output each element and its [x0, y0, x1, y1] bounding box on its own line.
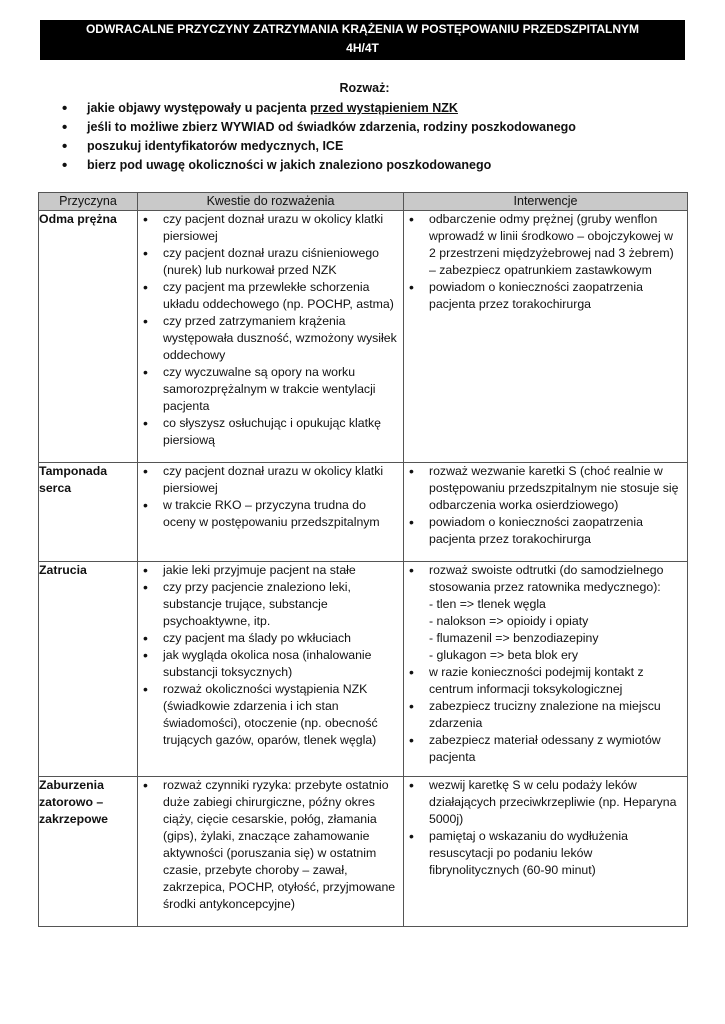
list-item: • jakie leki przyjmuje pacjent na stałe [138, 562, 403, 579]
table-row [39, 777, 688, 927]
interventions-cell [404, 463, 688, 562]
antidote-item: - glukagon => beta blok ery [429, 648, 579, 662]
list-item: • jak wygląda okolica nosa (inhalowanie substancji toksycznych) [138, 647, 403, 681]
list-item: • czy przy pacjencie znaleziono leki, substancje trujące, substancje psychoaktywne, itp. [138, 579, 403, 630]
consider-item-text: jakie objawy występowały u pacjenta [87, 101, 310, 115]
list-item: • rozważ okoliczności wystąpienia NZK (świadkowie zdarzenia i ich stan świadomości), otoczenie (np. obecność trujących gazów, oparów, tlenek węgla) [138, 681, 403, 749]
header-interventions: Interwencje [404, 193, 688, 211]
table-row [39, 562, 688, 777]
issues-cell [138, 463, 404, 562]
list-item: • rozważ swoiste odtrutki (do samodzielnego stosowania przez ratownika medycznego): [404, 562, 687, 596]
causes-table [38, 192, 688, 927]
cause-cell: Tamponada serca [39, 463, 138, 562]
consider-item-text: bierz pod uwagę okoliczności w jakich znaleziono poszkodowanego [87, 158, 492, 172]
consider-list [40, 99, 685, 175]
cause-cell: Zaburzenia zatorowo – zakrzepowe [39, 777, 138, 927]
list-item: • odbarczenie odmy prężnej (gruby wenflon wprowadź w linii środkowo – obojczykowej w 2 przestrzeni międzyżebrowej nad 3 żebrem) – zabezpiecz opatrunkiem zastawkowym [404, 211, 687, 279]
consider-item [40, 118, 685, 137]
list-item: • czy wyczuwalne są opory na worku samorozprężalnym w trakcie wentylacji pacjenta [138, 364, 403, 415]
antidote-item: - flumazenil => benzodiazepiny [429, 631, 599, 645]
antidote-item: - tlen => tlenek węgla [429, 597, 546, 611]
list-item: • w razie konieczności podejmij kontakt z centrum informacji toksykologicznej [404, 664, 687, 698]
list-item: • czy pacjent doznał urazu w okolicy klatki piersiowej [138, 463, 403, 497]
document-title: ODWRACALNE PRZYCZYNY ZATRZYMANIA KRĄŻENIA W POSTĘPOWANIU PRZEDSZPITALNYM [85, 22, 640, 36]
interventions-cell [404, 211, 688, 463]
list-item: • w trakcie RKO – przyczyna trudna do oceny w postępowaniu przedszpitalnym [138, 497, 403, 531]
document-title-banner [40, 20, 685, 60]
issues-cell [138, 211, 404, 463]
list-item: • rozważ czynniki ryzyka: przebyte ostatnio duże zabiegi chirurgiczne, późny okres ciąży, cięcie cesarskie, połóg, złamania (gips), żylaki, znaczące zahamowanie aktywności (poruszania się) w ostatnim czasie, przebyte choroby – zawał, zakrzepica, POCHP, otyłość, przyjmowane środki antykoncepcyjne) [138, 777, 403, 913]
consider-item-underlined: przed wystąpieniem NZK [310, 101, 458, 115]
list-item: • czy pacjent doznał urazu ciśnieniowego (nurek) lub nurkował przed NZK [138, 245, 403, 279]
list-item: • czy pacjent ma ślady po wkłuciach [138, 630, 403, 647]
cause-cell: Zatrucia [39, 562, 138, 777]
consider-title: Rozważ: [339, 81, 390, 95]
list-item: • zabezpiecz trucizny znalezione na miejscu zdarzenia [404, 698, 687, 732]
antidote-item: - nalokson => opioidy i opiaty [429, 614, 589, 628]
issues-cell [138, 777, 404, 927]
consider-item [40, 156, 685, 175]
issues-cell [138, 562, 404, 777]
consider-item-text: poszukuj identyfikatorów medycznych, ICE [87, 139, 344, 153]
interventions-cell [404, 562, 688, 777]
consider-item-text: jeśli to możliwe zbierz WYWIAD od świadków zdarzenia, rodziny poszkodowanego [87, 120, 576, 134]
cause-cell: Odma prężna [39, 211, 138, 463]
header-cause: Przyczyna [39, 193, 138, 211]
list-item: • czy pacjent ma przewlekłe schorzenia układu oddechowego (np. POCHP, astma) [138, 279, 403, 313]
table-row [39, 463, 688, 562]
header-issues: Kwestie do rozważenia [138, 193, 404, 211]
list-item: • czy pacjent doznał urazu w okolicy klatki piersiowej [138, 211, 403, 245]
list-item: • powiadom o konieczności zaopatrzenia pacjenta przez torakochirurga [404, 514, 687, 548]
document-subtitle: 4H/4T [346, 41, 379, 55]
interventions-cell [404, 777, 688, 927]
list-item: • powiadom o konieczności zaopatrzenia pacjenta przez torakochirurga [404, 279, 687, 313]
table-header-row [39, 193, 688, 211]
list-item: • wezwij karetkę S w celu podaży leków działających przeciwkrzepliwie (np. Heparyna 5000j) [404, 777, 687, 828]
list-item: • rozważ wezwanie karetki S (choć realnie w postępowaniu przedszpitalnym nie stosuje się odbarczenia worka osierdziowego) [404, 463, 687, 514]
list-item: • zabezpiecz materiał odessany z wymiotów pacjenta [404, 732, 687, 766]
consider-item [40, 137, 685, 156]
list-item: • co słyszysz osłuchując i opukując klatkę piersiową [138, 415, 403, 449]
consider-item [40, 99, 685, 118]
table-row [39, 211, 688, 463]
list-item: • czy przed zatrzymaniem krążenia występowała duszność, wzmożony wysiłek oddechowy [138, 313, 403, 364]
list-item: • pamiętaj o wskazaniu do wydłużenia resuscytacji po podaniu leków fibrynolitycznych (60-90 minut) [404, 828, 687, 879]
consider-section [40, 79, 685, 175]
